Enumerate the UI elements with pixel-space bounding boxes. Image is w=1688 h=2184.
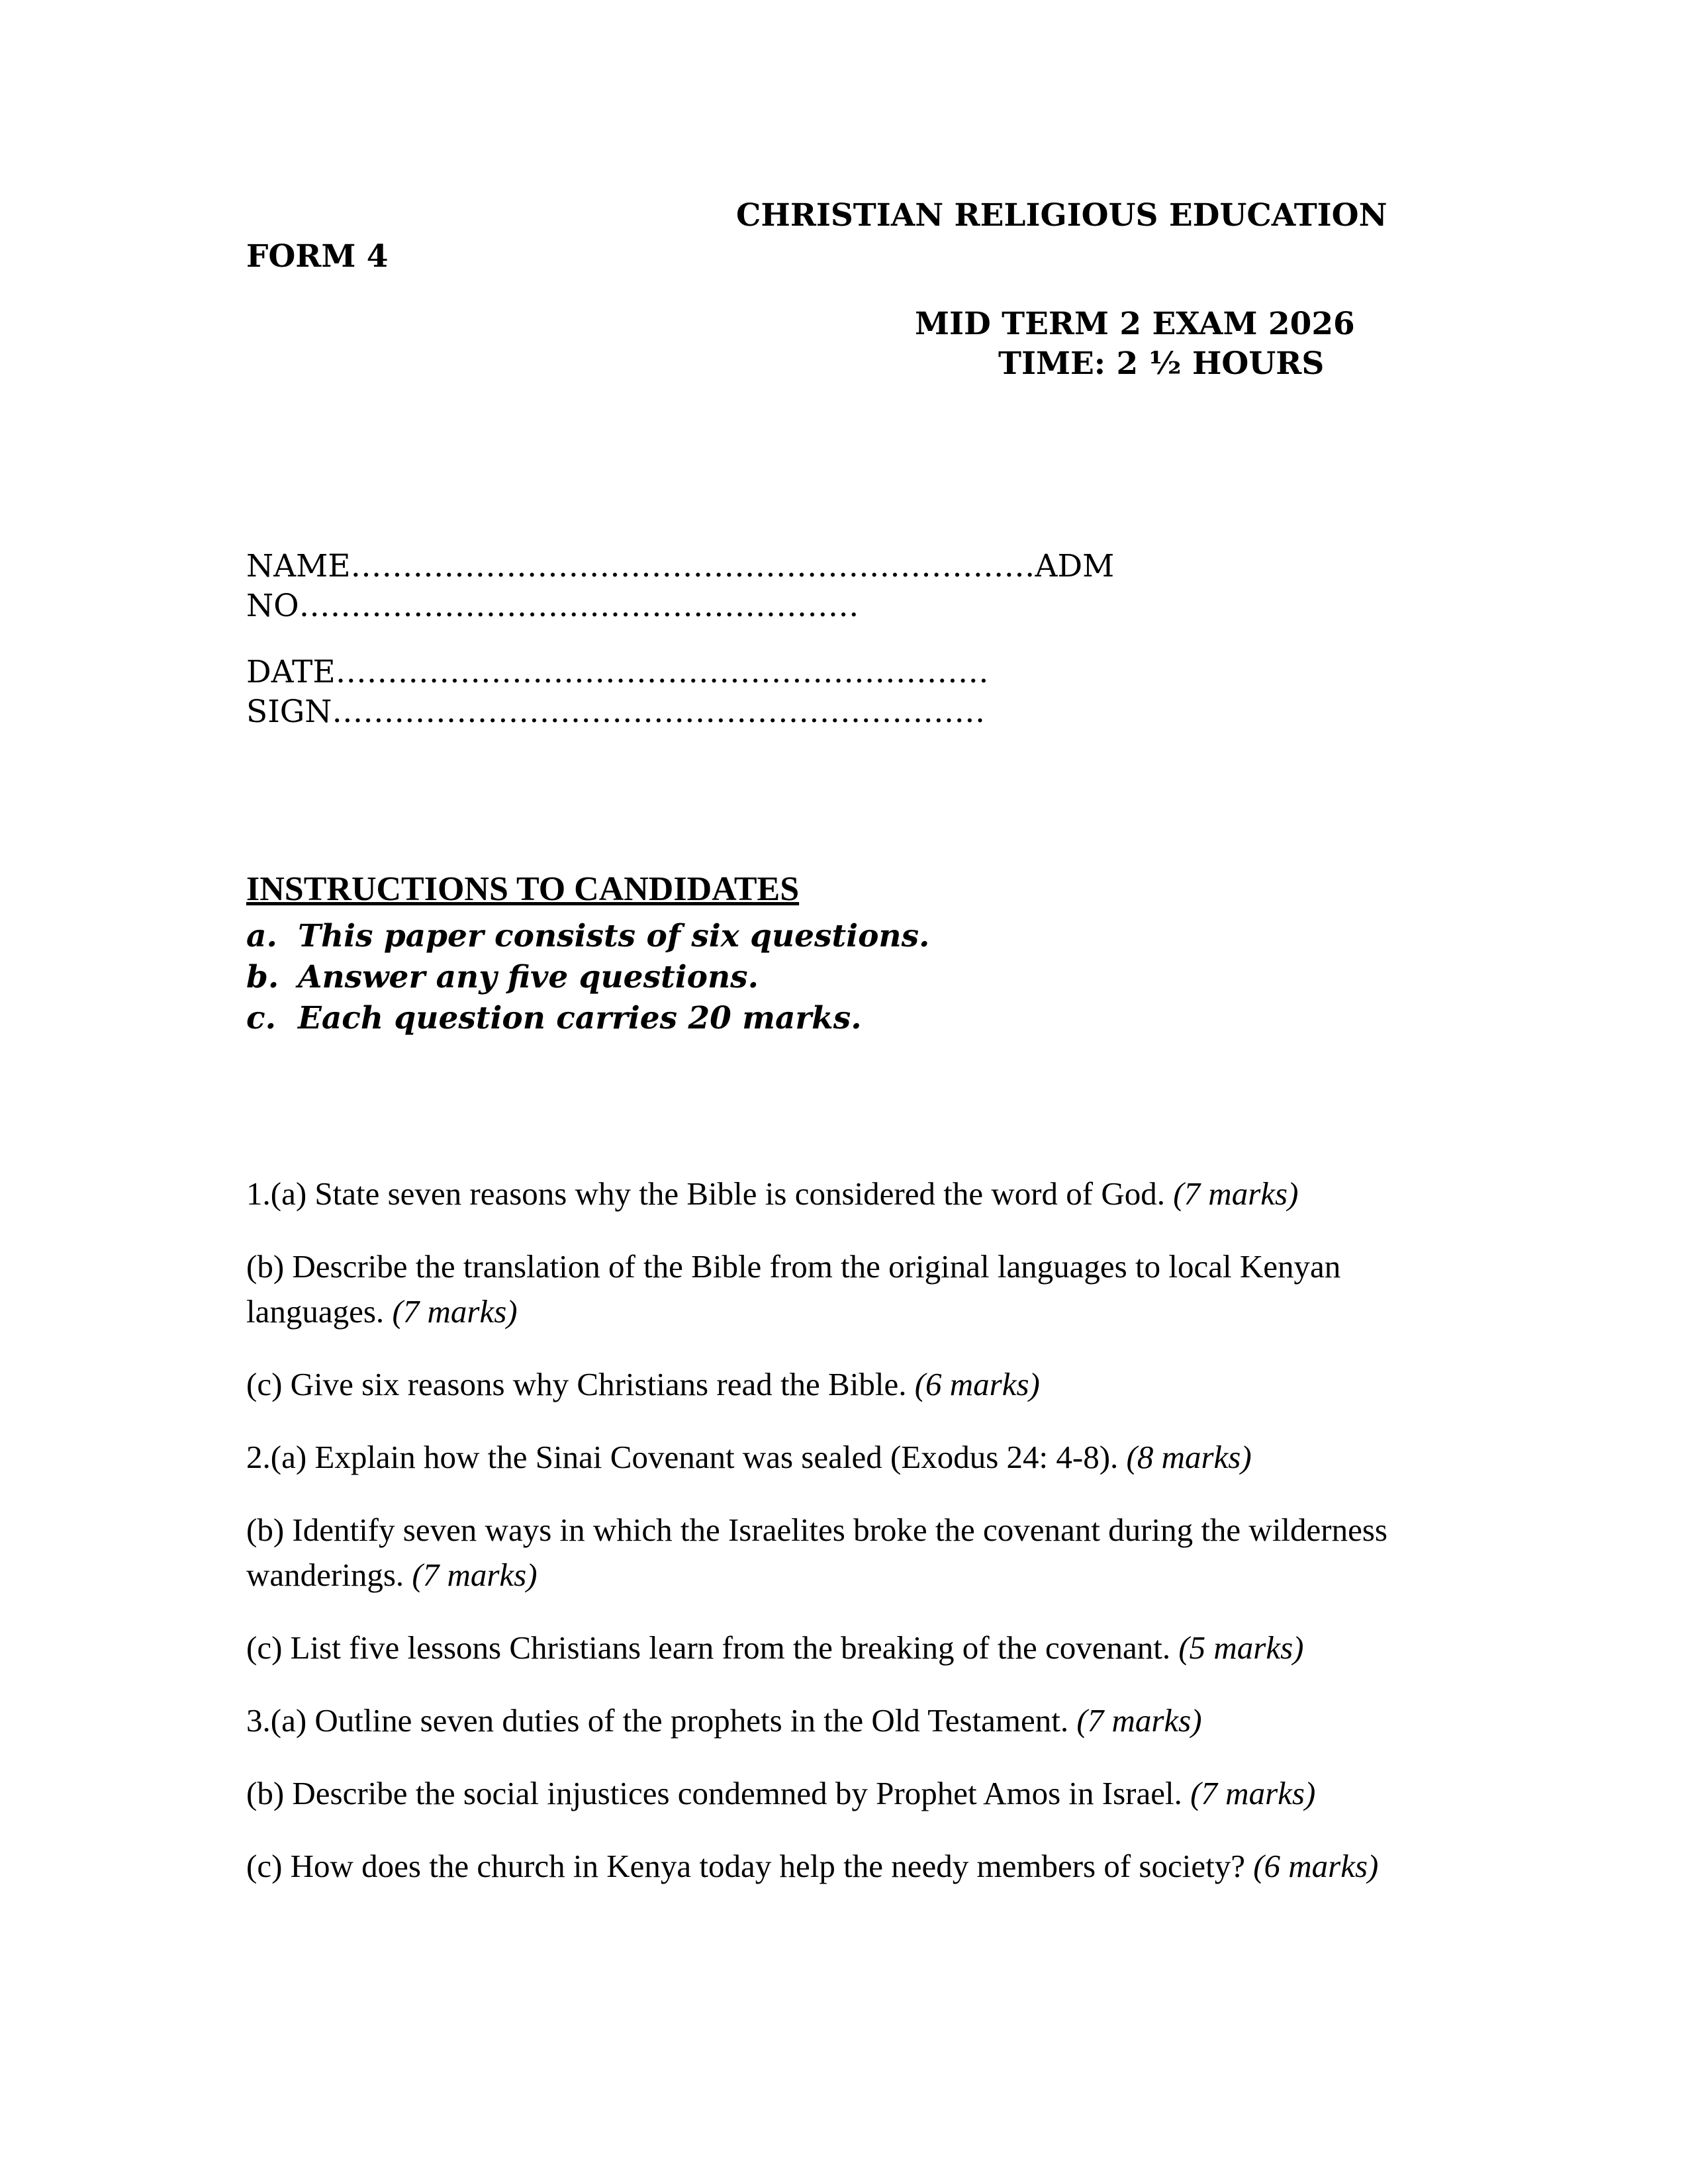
question-2b xyxy=(246,1508,1451,1598)
subject-title: CHRISTIAN RELIGIOUS EDUCATION xyxy=(736,197,1387,234)
question-text: 3.(a) Outline seven duties of the prophets in the Old Testament. xyxy=(246,1702,1077,1739)
question-marks: (6 marks) xyxy=(914,1366,1040,1402)
question-marks: (7 marks) xyxy=(1173,1175,1299,1212)
time-allowed: TIME: 2 ½ HOURS xyxy=(998,345,1325,382)
question-3a xyxy=(246,1698,1451,1743)
instruction-text: This paper consists of six questions. xyxy=(298,918,930,954)
question-marks: (7 marks) xyxy=(1190,1775,1316,1811)
questions-section xyxy=(246,1171,1451,1917)
question-text: (b) Describe the translation of the Bible from the original languages to local Kenyan languages. xyxy=(246,1248,1341,1330)
question-marks: (7 marks) xyxy=(412,1557,538,1593)
question-1c xyxy=(246,1362,1451,1407)
question-1a xyxy=(246,1171,1451,1216)
instructions-list xyxy=(246,916,929,1039)
question-3b xyxy=(246,1771,1451,1816)
question-2a xyxy=(246,1435,1451,1480)
question-1b xyxy=(246,1244,1451,1334)
question-text: (b) Identify seven ways in which the Israelites broke the covenant during the wilderness wanderings. xyxy=(246,1512,1387,1593)
form-label: FORM 4 xyxy=(246,238,389,275)
question-2c xyxy=(246,1625,1451,1670)
question-marks: (7 marks) xyxy=(392,1293,518,1330)
date-field: DATE……………………………………………………… xyxy=(246,654,989,690)
question-marks: (8 marks) xyxy=(1126,1439,1252,1475)
adm-no-field: NO……………………………………………… xyxy=(246,588,859,624)
question-text: (c) List five lessons Christians learn from the breaking of the covenant. xyxy=(246,1629,1179,1666)
question-text: (c) How does the church in Kenya today help the needy members of society? xyxy=(246,1848,1254,1884)
exam-title: MID TERM 2 EXAM 2026 xyxy=(915,306,1355,342)
question-text: (b) Describe the social injustices condemned by Prophet Amos in Israel. xyxy=(246,1775,1191,1811)
question-marks: (5 marks) xyxy=(1178,1629,1304,1666)
question-marks: (6 marks) xyxy=(1253,1848,1379,1884)
instruction-letter: b. xyxy=(246,959,279,995)
question-text: 2.(a) Explain how the Sinai Covenant was sealed (Exodus 24: 4-8). xyxy=(246,1439,1127,1475)
instruction-item xyxy=(246,957,929,998)
question-text: (c) Give six reasons why Christians read the Bible. xyxy=(246,1366,915,1402)
sign-field: SIGN……………………………………………………… xyxy=(246,694,986,730)
instruction-text: Answer any five questions. xyxy=(298,959,759,995)
question-3c xyxy=(246,1844,1451,1889)
instruction-letter: a. xyxy=(246,918,277,954)
instruction-item xyxy=(246,998,929,1039)
instruction-text: Each question carries 20 marks. xyxy=(298,1000,862,1036)
instructions-title: INSTRUCTIONS TO CANDIDATES xyxy=(246,870,800,908)
instruction-letter: c. xyxy=(246,1000,276,1036)
question-marks: (7 marks) xyxy=(1076,1702,1202,1739)
name-adm-field: NAME…………………………………………………………ADM xyxy=(246,548,1115,584)
question-text: 1.(a) State seven reasons why the Bible is considered the word of God. xyxy=(246,1175,1174,1212)
instruction-item xyxy=(246,916,929,957)
